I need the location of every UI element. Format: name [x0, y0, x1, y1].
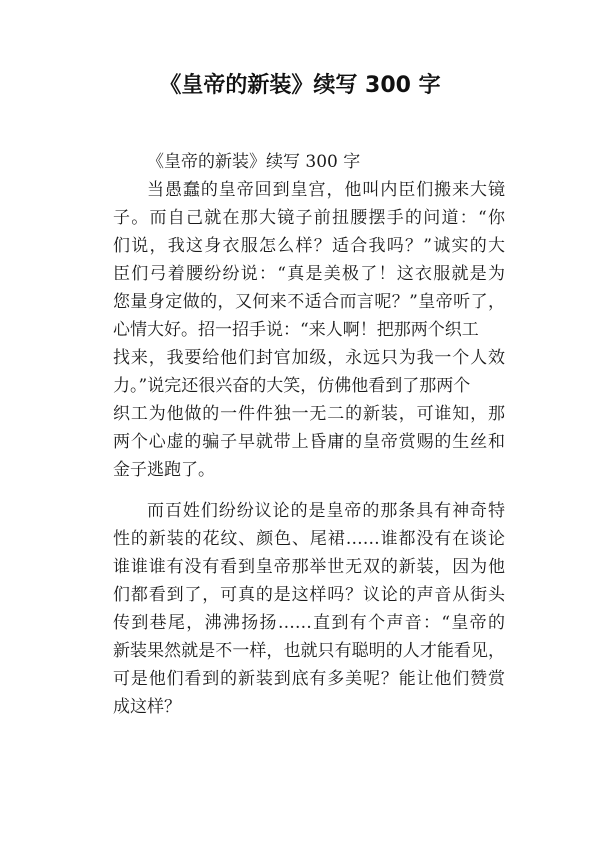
- paragraph-line: 谁谁谁有没有看到皇帝那举世无双的新装，因为他: [113, 557, 505, 577]
- paragraph-line: 织工为他做的一件件独一无二的新装，可谁知，那: [113, 404, 505, 424]
- paragraph-line: 们都看到了，可真的是这样吗？议论的声音从街头: [113, 585, 505, 605]
- paragraph-line: 们说，我这身衣服怎么样？适合我吗？”诚实的大: [113, 236, 505, 256]
- paragraph-line: 性的新装的花纹、颜色、尾裙……谁都没有在谈论: [113, 529, 505, 549]
- paragraph-gap: [113, 484, 505, 497]
- paragraph-line: 而百姓们纷纷议论的是皇帝的那条具有神奇特: [147, 501, 505, 521]
- paragraph-line: 臣们弓着腰纷纷说：“真是美极了！这衣服就是为: [113, 264, 505, 284]
- paragraph-line: 找来，我要给他们封官加级，永远只为我一个人效: [113, 348, 505, 368]
- paragraph-line: 成这样？: [113, 697, 181, 717]
- document-subtitle: 《皇帝的新装》续写 300 字: [147, 152, 361, 172]
- paragraph-1: [113, 176, 505, 484]
- paragraph-line: 两个心虚的骗子早就带上昏庸的皇帝赏赐的生丝和: [113, 432, 505, 452]
- paragraph-line: 力。”说完还很兴奋的大笑，仿佛他看到了那两个: [113, 376, 471, 396]
- paragraph-line: 传到巷尾，沸沸扬扬……直到有个声音：“皇帝的: [113, 613, 505, 633]
- paragraph-2: [113, 497, 505, 721]
- paragraph-line: 新装果然就是不一样，也就只有聪明的人才能看见，: [113, 641, 505, 661]
- paragraph-line: 当愚蠢的皇帝回到皇宫，他叫内臣们搬来大镜: [147, 180, 505, 200]
- document-body: [113, 148, 505, 721]
- paragraph-line: 金子逃跑了。: [113, 460, 215, 480]
- paragraph-line: 可是他们看到的新装到底有多美呢？能让他们赞赏: [113, 669, 505, 689]
- paragraph-line: 您量身定做的，又何来不适合而言呢？”皇帝听了，: [113, 292, 505, 312]
- paragraph-line: 心情大好。招一招手说：“来人啊！把那两个织工: [113, 320, 479, 340]
- paragraph-line: 子。而自己就在那大镜子前扭腰摆手的问道：“你: [113, 208, 505, 228]
- document-title: 《皇帝的新装》续写 300 字: [159, 73, 441, 98]
